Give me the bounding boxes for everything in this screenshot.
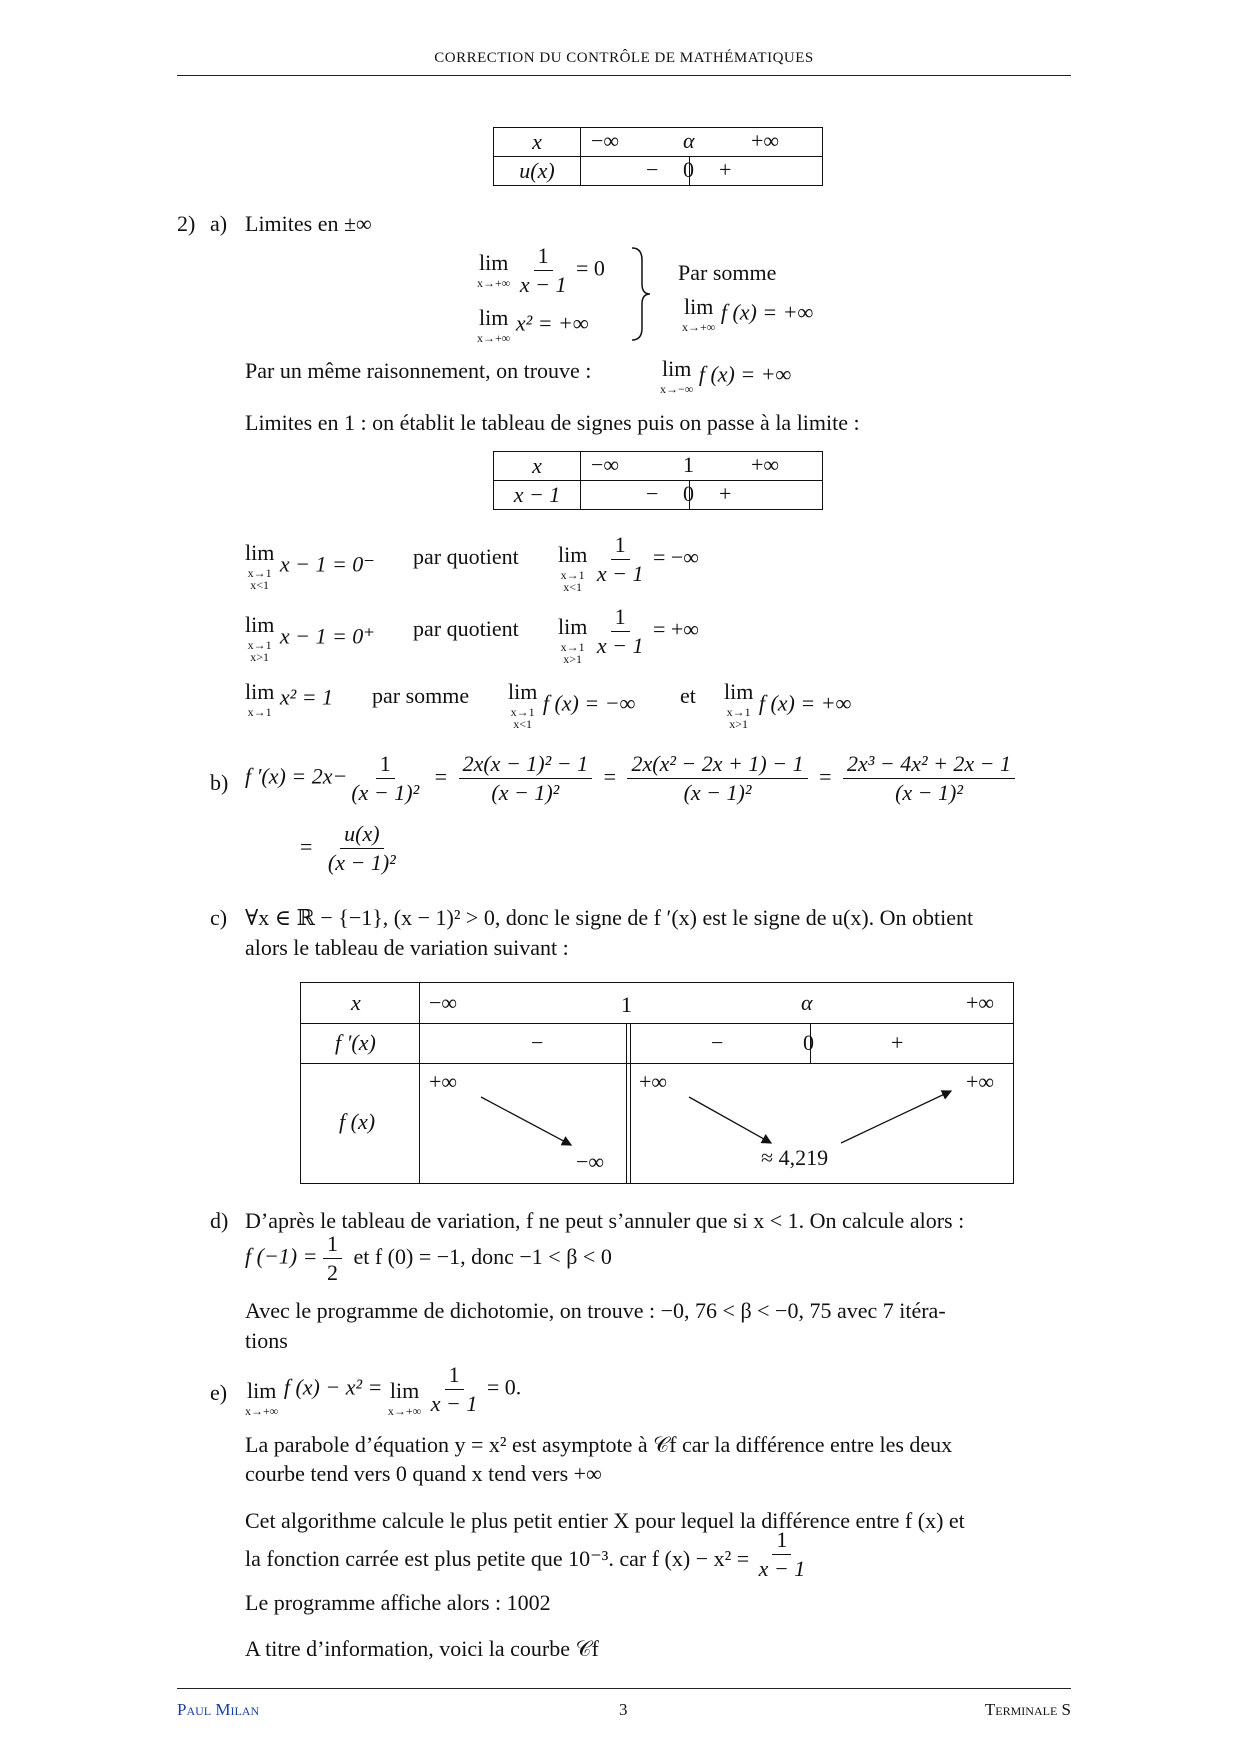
same-reasoning: Par un même raisonnement, on trouve :: [245, 358, 592, 383]
vtab-pinf: +∞: [966, 990, 995, 1015]
dichotomy-line: Avec le programme de dichotomie, on trouve : −0, 76 < β < −0, 75 avec 7 itéra-: [245, 1298, 946, 1323]
vtab-sign-1: −: [531, 1030, 544, 1055]
lim-f-left: lim x→1 x<1 f (x) = −∞: [508, 679, 636, 731]
footer-author: Paul Milan: [177, 1700, 260, 1719]
part-e-limit: lim x→+∞ f (x) − x² = lim x→+∞ $\frac{1}{x - 1}$ = 0.: [245, 1361, 522, 1418]
vtab-one: 1: [621, 992, 632, 1017]
table-x1-plus: +: [719, 481, 732, 506]
lim2: lim x→+∞ x² = +∞: [477, 305, 589, 345]
lim-quot-2: lim x→1 x>1 $\frac{1}{x - 1}$ = +∞: [558, 603, 699, 666]
part2a-title: Limites en ±∞: [245, 211, 372, 236]
par-quotient-1: par quotient: [413, 544, 519, 569]
table-x1-minus: −: [646, 481, 659, 506]
part-d-line1: D’après le tableau de variation, f ne peut s’annuler que si x < 1. On calcule alors :: [245, 1208, 965, 1233]
derivative-u: = $\frac{u(x)}{\text{(x − 1)²}}$: [300, 821, 396, 876]
part-d-label: d): [210, 1208, 229, 1233]
vtab-arrows: [301, 983, 1013, 1183]
curve-info: A titre d’information, voici la courbe 𝒞f: [245, 1636, 599, 1661]
lim-left-1: lim x→1 x<1 x − 1 = 0⁻: [245, 540, 375, 592]
par-somme-2: par somme: [372, 683, 470, 708]
par-quotient-2: par quotient: [413, 616, 519, 641]
derivative-line: f ′(x) = 2x− $\frac{1}{\text{(x − 1)²}}$ = $\frac{\text{2x(x − 1)² − 1}}{\text{(x − 1)²}}$ = $\frac{\text{2x(x² − 2x + 1) − 1}}{\text{(x − 1)²}}$ = $\frac{\text{2x³ − 4x² + 2x − 1}}{\text{(x − 1)²}}$: [245, 752, 1015, 805]
header-rule: [177, 75, 1071, 76]
footer-rule: [177, 1688, 1071, 1689]
par-somme: Par somme: [678, 260, 777, 285]
table-u-x: x: [532, 129, 542, 154]
lim-f-right: lim x→1 x>1 f (x) = +∞: [724, 679, 852, 731]
table-u-minf: −∞: [591, 128, 620, 153]
table-x1-label: x − 1: [513, 482, 561, 507]
table-u-minus: −: [646, 157, 659, 182]
sign-table-x1: [493, 451, 823, 510]
vtab-fp: f ′(x): [335, 1030, 376, 1055]
table-u-bar: [689, 157, 690, 185]
vtab-sign-2: −: [711, 1030, 724, 1055]
table-x1-zero: 0: [683, 481, 694, 506]
variation-table: [300, 982, 1014, 1184]
vtab-v-pinf-1: +∞: [429, 1069, 458, 1094]
part2-num: 2): [177, 211, 196, 236]
footer-class: Terminale S: [984, 1700, 1071, 1719]
sign-table-u: [493, 127, 823, 186]
lim4: lim x→−∞ f (x) = +∞: [660, 356, 792, 396]
table-x1-one: 1: [683, 452, 694, 477]
lim-right-1: lim x→1 x>1 x − 1 = 0⁺: [245, 612, 375, 664]
lim3: lim x→+∞ f (x) = +∞: [682, 294, 814, 334]
asymptote-line-1: La parabole d’équation y = x² est asymptote à 𝒞f car la différence entre les deux: [245, 1432, 953, 1457]
arrow-decrease-2: [689, 1097, 771, 1143]
brace-icon: [630, 246, 652, 342]
lim-quot-1: lim x→1 x<1 $\frac{1}{x - 1}$ = −∞: [558, 531, 699, 594]
table-x1-bar: [689, 481, 690, 509]
vtab-v-minf: −∞: [576, 1149, 605, 1174]
footer-page: 3: [619, 1700, 628, 1719]
arrow-decrease-1: [481, 1097, 571, 1145]
vtab-zero: 0: [803, 1030, 814, 1055]
table-u-plus: +: [719, 157, 732, 182]
asymptote-line-2: courbe tend vers 0 quand x tend vers +∞: [245, 1461, 602, 1486]
program-output: Le programme affiche alors : 1002: [245, 1590, 551, 1615]
table-u-zero: 0: [683, 157, 694, 182]
part-b-label: b): [210, 770, 229, 795]
part-c-label: c): [210, 905, 228, 930]
table-x1-x: x: [532, 453, 542, 478]
table-x1-pinf: +∞: [751, 452, 780, 477]
lim-x2-at-1: lim x→1 x² = 1: [245, 679, 334, 719]
part-e-label: e): [210, 1380, 228, 1405]
vtab-v-pinf-3: +∞: [966, 1069, 995, 1094]
vtab-v-min: ≈ 4,219: [761, 1145, 829, 1170]
vtab-alpha: α: [801, 990, 813, 1015]
vtab-f: f (x): [339, 1109, 376, 1134]
arrow-increase: [841, 1091, 951, 1143]
lim1: lim x→+∞ $\frac{1}{x - 1}$ = 0: [477, 243, 605, 298]
vtab-v-pinf-2: +∞: [639, 1069, 668, 1094]
part-c-line2: alors le tableau de variation suivant :: [245, 935, 569, 960]
table-u-label: u(x): [519, 158, 555, 183]
dichotomy-line-2: tions: [245, 1328, 288, 1353]
table-u-alpha: α: [683, 128, 695, 153]
vtab-sign-3: +: [891, 1030, 904, 1055]
part-c-line1: ∀x ∈ ℝ − {−1}, (x − 1)² > 0, donc le signe de f ′(x) est le signe de u(x). On obtient: [245, 905, 974, 930]
algo-line-2: la fonction carrée est plus petite que 10⁻³. car f (x) − x² = $\frac{1}{x - 1}$: [245, 1527, 806, 1582]
vtab-minf: −∞: [429, 990, 458, 1015]
part-d-line2: f (−1) = $\frac{1}{2}$ et f (0) = −1, donc −1 < β < 0: [245, 1231, 612, 1286]
part2a-label: a): [210, 211, 228, 236]
vtab-x: x: [351, 990, 361, 1015]
limits-at-1-text: Limites en 1 : on établit le tableau de signes puis on passe à la limite :: [245, 410, 860, 435]
page-header: CORRECTION DU CONTRÔLE DE MATHÉMATIQUES: [434, 50, 814, 66]
algo-line-1: Cet algorithme calcule le plus petit entier X pour lequel la différence entre f (x) et: [245, 1508, 965, 1533]
et-word: et: [680, 683, 696, 708]
table-x1-minf: −∞: [591, 452, 620, 477]
table-u-pinf: +∞: [751, 128, 780, 153]
